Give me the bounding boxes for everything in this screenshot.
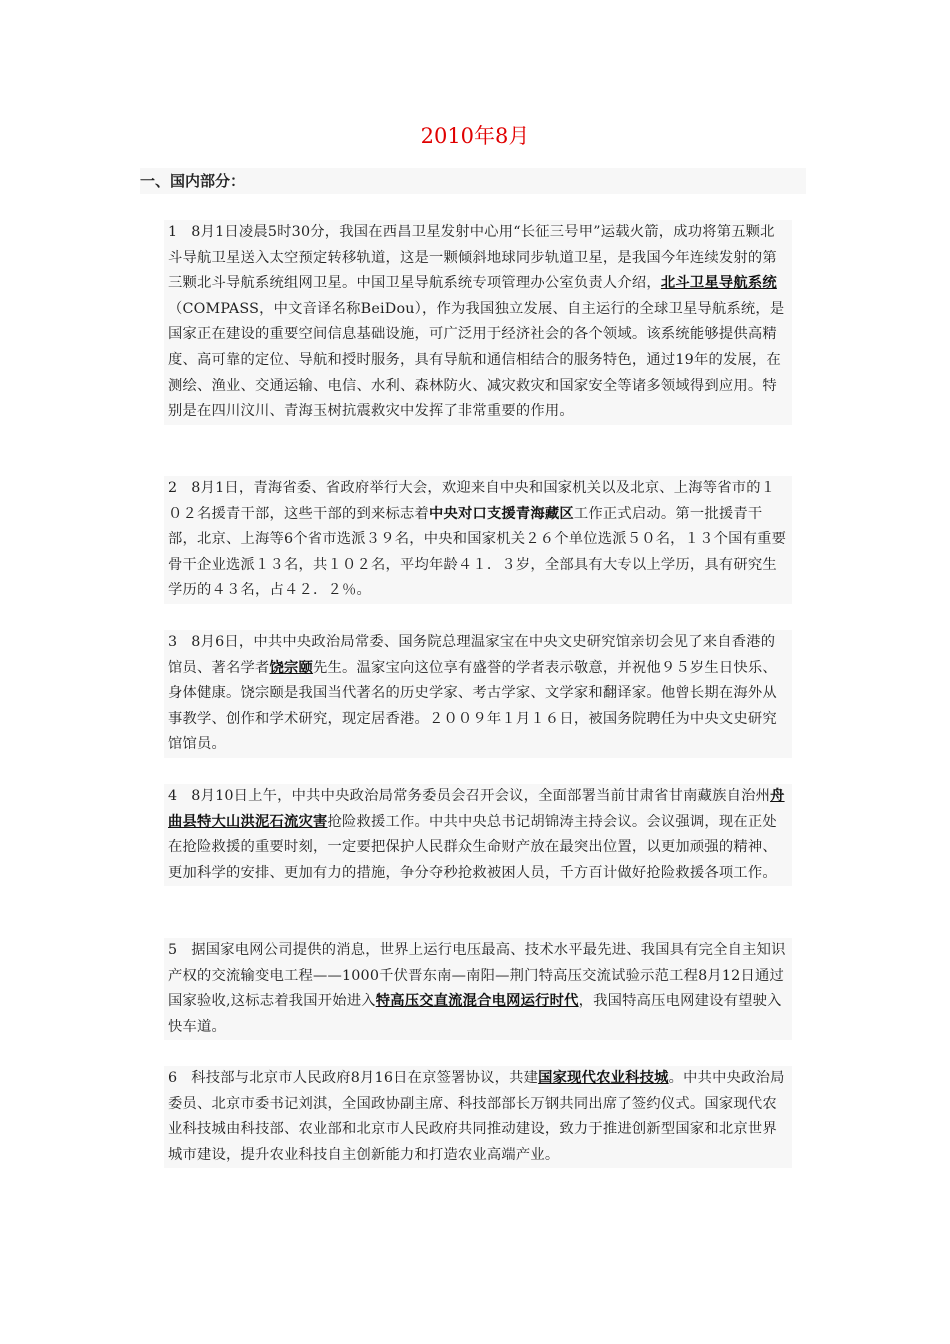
item-text: （COMPASS，中文音译名称BeiDou），作为我国独立发展、自主运行的全球卫星导航系统，是国家正在建设的重要空间信息基础设施，可广泛用于经济社会的各个领域。该系统能够提供高精度、高可靠的定位、导航和授时服务，具有导航和通信相结合的服务特色，通过19年的发展，在测绘、渔业、交通运输、电信、水利、森林防火、减灾救灾和国家安全等诸多领域得到应用。特别是在四川汶川、青海玉树抗震救灾中发挥了非常重要的作用。 [168, 300, 785, 420]
news-item [164, 630, 792, 758]
news-item [164, 784, 792, 886]
item-text: 先生。温家宝向这位享有盛誉的学者表示敬意，并祝他９５岁生日快乐、身体健康。饶宗颐是我国当代著名的历史学家、考古学家、文学家和翻译家。他曾长期在海外从事教学、创作和学术研究，现定居香港。２００９年１月１６日，被国务院聘任为中央文史研究馆馆员。 [168, 659, 777, 753]
item-link[interactable]: 舟曲县特大山洪泥石流灾害 [168, 788, 785, 830]
item-number: 3 [168, 634, 178, 650]
item-highlight: 中央对口支援青海藏区 [428, 505, 574, 522]
page-title: 2010年8月 [420, 124, 530, 148]
item-text: 8月1日，青海省委、省政府举行大会，欢迎来自中央和国家机关以及北京、上海等省市的１０２名援青干部，这些干部的到来标志着 [168, 480, 776, 522]
item-text: 8月10日上午，中共中央政治局常务委员会召开会议，全面部署当前甘肃省甘南藏族自治州 [191, 788, 771, 804]
item-number: 6 [168, 1070, 178, 1086]
item-number: 1 [168, 224, 178, 240]
item-text: 。中共中央政治局委员、北京市委书记刘淇，全国政协副主席、科技部部长万钢共同出席了签约仪式。国家现代农业科技城由科技部、农业部和北京市人民政府共同推动建设，致力于推进创新型国家和北京世界城市建设，提升农业科技自主创新能力和打造农业高端产业。 [168, 1070, 785, 1163]
item-number: 2 [168, 480, 178, 496]
item-link[interactable]: 北斗卫星导航系统 [660, 275, 777, 292]
item-text: 科技部与北京市人民政府8月16日在京签署协议，共建 [191, 1070, 539, 1086]
item-number: 4 [168, 788, 178, 804]
section-heading: 一、国内部分： [140, 168, 806, 194]
news-item [164, 1066, 792, 1168]
item-text: 8月6日，中共中央政治局常委、国务院总理温家宝在中央文史研究馆亲切会见了来自香港的馆员、著名学者 [168, 634, 776, 676]
item-text: 工作正式启动。第一批援青干部，北京、上海等6个省市选派３９名，中央和国家机关２６个单位选派５０名，１３个国有重要骨干企业选派１３名，共１０２名，平均年龄４１．３岁，全部具有大专以上学历，具有研究生学历的４３名，占４２．２％。 [168, 505, 787, 599]
item-text: 抢险救援工作。中共中央总书记胡锦涛主持会议。会议强调，现在正处在抢险救援的重要时刻，一定要把保护人民群众生命财产放在最突出位置，以更加顽强的精神、更加科学的安排、更加有力的措施，争分夺秒抢救被困人员，千方百计做好抢险救援各项工作。 [168, 813, 777, 881]
item-text: ，我国特高压电网建设有望驶入快车道。 [168, 993, 782, 1035]
item-link[interactable]: 饶宗颐 [269, 659, 313, 676]
item-link[interactable]: 国家现代农业科技城 [538, 1070, 669, 1086]
item-number: 5 [168, 942, 178, 958]
item-text: 据国家电网公司提供的消息，世界上运行电压最高、技术水平最先进、我国具有完全自主知识产权的交流输变电工程——1000千伏晋东南—南阳—荆门特高压交流试验示范工程8月12日通过国家验收,这标志着我国开始进入 [168, 942, 786, 1010]
item-text: 8月1日凌晨5时30分，我国在西昌卫星发射中心用“长征三号甲”运载火箭，成功将第五颗北斗导航卫星送入太空预定转移轨道，这是一颗倾斜地球同步轨道卫星，是我国今年连续发射的第三颗北斗导航系统组网卫星。中国卫星导航系统专项管理办公室负责人介绍， [168, 224, 777, 292]
item-link[interactable]: 特高压交直流混合电网运行时代 [375, 993, 579, 1010]
news-item [164, 220, 792, 425]
news-item [164, 476, 792, 604]
news-item [164, 938, 792, 1040]
